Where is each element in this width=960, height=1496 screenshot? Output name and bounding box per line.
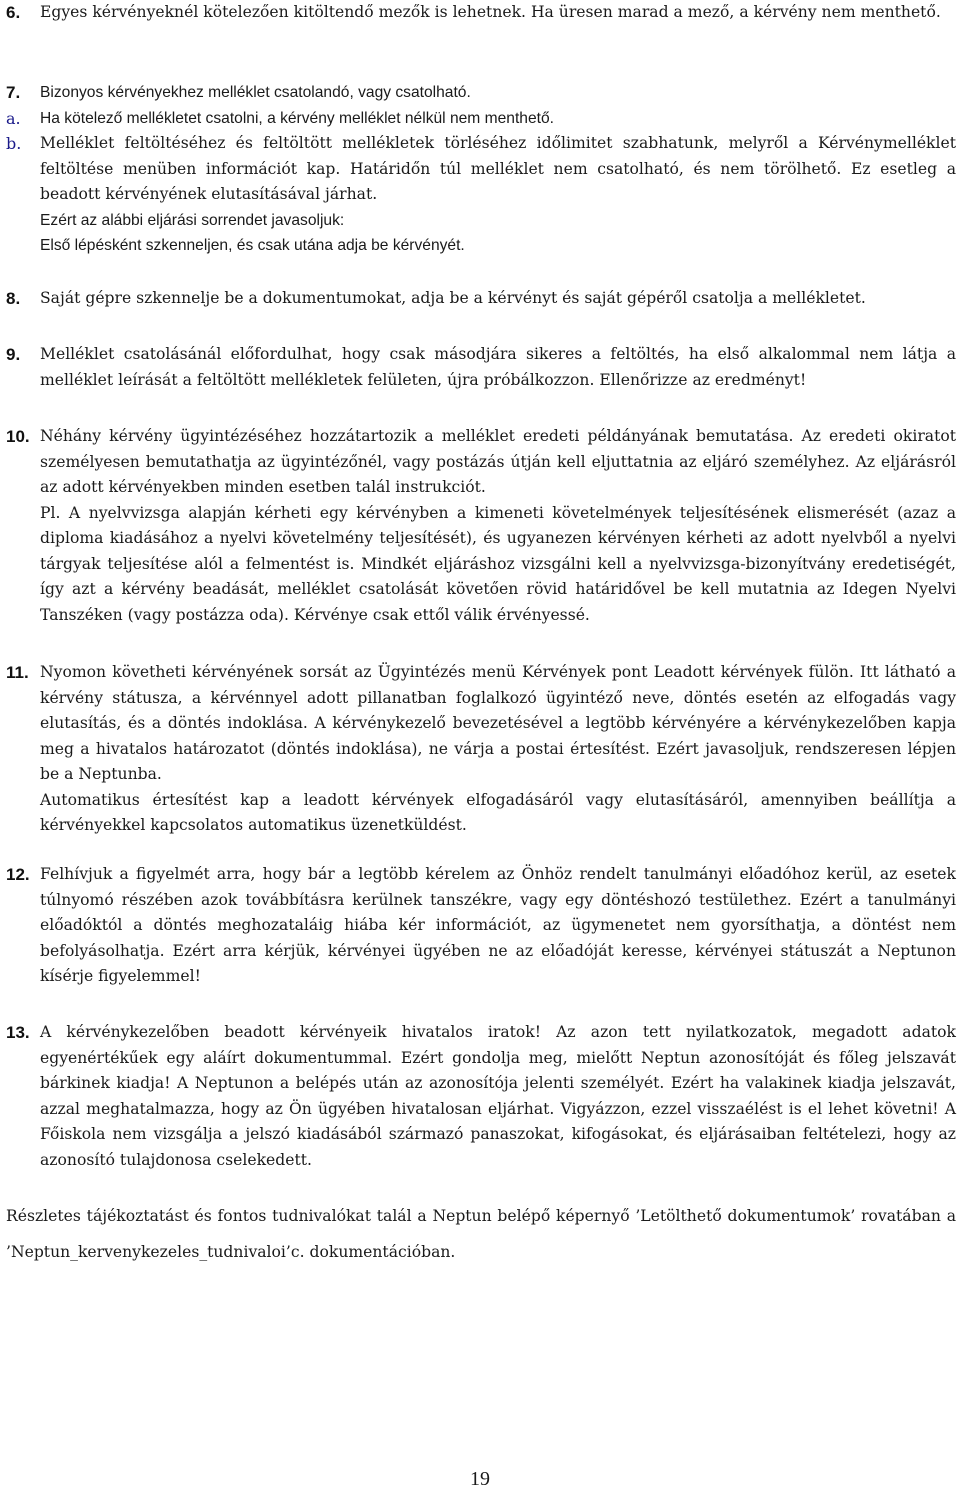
item-text: Egyes kérvényeknél kötelezően kitöltendő mezők is lehetnek. Ha üresen marad a mező, a kérvény nem menthető. [40,3,941,21]
list-item-12 [6,862,956,990]
page-number: 19 [470,1468,490,1490]
item-text: Melléklet csatolásánál előfordulhat, hogy csak másodjára sikeres a feltöltés, ha első alkalommal nem látja a melléklet leírását a feltöltött mellékletek felületen, újra próbálkozzon. Ellenőrizze az eredményt! [40,345,956,389]
sub-letter: b. [6,134,22,153]
item-text: Felhívjuk a figyelmét arra, hogy bár a legtöbb kérelem az Önhöz rendelt tanulmányi előadóhoz kerül, az esetek túlnyomó részében azok továbbításra kerülnek tanszékre, vagy egy döntéshozó testülethez. Ezért a tanulmányi előadóktól a döntés meghozataláig hiába kér információt, az ügymenetet nem gyorsíthatja, a döntést nem befolyásolhatja. Ezért arra kérjük, kérvényei ügyében ne az előadóját keresse, kérvényei státuszát a Neptunon kísérje figyelemmel! [40,865,956,985]
sub-text: Melléklet feltöltéséhez és feltöltött mellékletek törléséhez időlimitet szabhatunk, melyről a Kérvénymelléklet feltöltése menüben információt kap. Határidőn túl melléklet nem csatolható, és nem törölhető. Ez esetleg a beadott kérvényének elutasításával járhat. [40,134,956,203]
list-item-8 [6,286,956,312]
list-item-11 [6,660,956,839]
item-text: Nyomon követheti kérvényének sorsát az Ügyintézés menü Kérvények pont Leadott kérvények fülön. Itt látható a kérvény státusza, a kérvénnyel adott pillanatban foglalkozó ügyintéző neve, döntés esetén az elfogadás vagy elutasítás, és a döntés indoklása. A kérvénykezelő bevezetésével a legtöbb kérvényére a kérvénykezelőben kapja meg a hivatalos határozatot (döntés indoklása), ne várja a postai értesítést. Ezért javasoljuk, rendszeresen lépjen be a Neptunba. [40,663,956,783]
item-text: Automatikus értesítést kap a leadott kérvények elfogadásáról vagy elutasításáról, amennyiben beállítja a kérvényekkel kapcsolatos automatikus üzenetküldést. [40,790,956,834]
sub-item-b [6,131,956,208]
sub-text: Ha kötelező mellékletet csatolni, a kérvény melléklet nélkül nem menthető. [40,109,554,127]
item-number: 10. [6,427,30,446]
item-number: 12. [6,865,30,884]
sub-text: Első lépésként szkenneljen, és csak utána adja be kérvényét. [40,237,465,254]
item-number: 8. [6,289,21,308]
list-item-9 [6,342,956,393]
item-text: Saját gépre szkennelje be a dokumentumokat, adja be a kérvényt és saját gépéről csatolja a mellékletet. [40,289,866,307]
item-text: Bizonyos kérvényekhez melléklet csatolandó, vagy csatolható. [40,84,471,101]
item-number: 6. [6,3,21,22]
item-number: 7. [6,83,21,102]
list-item-13 [6,1020,956,1173]
item-number: 13. [6,1023,30,1042]
closing-note: Részletes tájékoztatást és fontos tudnivalókat talál a Neptun belépő képernyő ’Letölthető dokumentumok’ rovatában a ’Neptun_kervenykezeles_tudnivaloi’c. dokumentációban. [6,1207,956,1261]
sub-item-a [6,106,956,132]
item-text: Pl. A nyelvvizsga alapján kérheti egy kérvényben a kimeneti követelmények teljesítésének elismerését (azaz a diploma kiadásához a nyelvi követelmény teljesítését), és ugyanezen kérvényen kérheti az adott nyelvből a nyelvi tárgyak teljesítése alól a felmentést is. Mindkét eljáráshoz vizsgálni kell a nyelvvizsga-bizonyítvány eredetiségét, így azt a kérvény beadását, melléklet csatolását követően rövid határidővel be kell mutatnia az Idegen Nyelvi Tanszéken (vagy postázza oda). Kérvénye csak ettől válik érvényessé. [40,503,956,624]
list-item-6 [6,0,956,26]
item-text: A kérvénykezelőben beadott kérvényeik hivatalos iratok! Az azon tett nyilatkozatok, megadott adatok egyenértékűek egy aláírt dokumentummal. Ezért gondolja meg, mielőtt Neptun azonosítóját és főleg jelszavát bárkinek kiadja! A Neptunon a belépés után az azonosítója jelenti személyét. Ezért ha valakinek kiadja jelszavát, azzal meghatalmazza, hogy az Ön ügyében hivatalosan eljárhat. Vigyázzon, ezzel visszaélést is el lehet követni! A Főiskola nem vizsgálja a jelszó kiadásából származó panaszokat, kifogásokat, és eljárásaiban feltételezi, hogy az azonosító tulajdonosa cselekedett. [40,1023,956,1169]
sub-letter: a. [6,108,21,128]
sub-text: Ezért az alábbi eljárási sorrendet javasoljuk: [40,211,345,229]
item-number: 9. [6,345,21,364]
list-item-7 [6,80,956,259]
item-text: Néhány kérvény ügyintézéséhez hozzátartozik a melléklet eredeti példányának bemutatása. Az eredeti okiratot személyesen bemutathatja az ügyintézőnél, vagy postázás útján kell eljuttatnia az eljáró személyhez. Az eljárásról az adott kérvényekben minden esetben talál instrukciót. [40,427,956,496]
item-number: 11. [6,663,29,682]
list-item-10 [6,424,956,628]
